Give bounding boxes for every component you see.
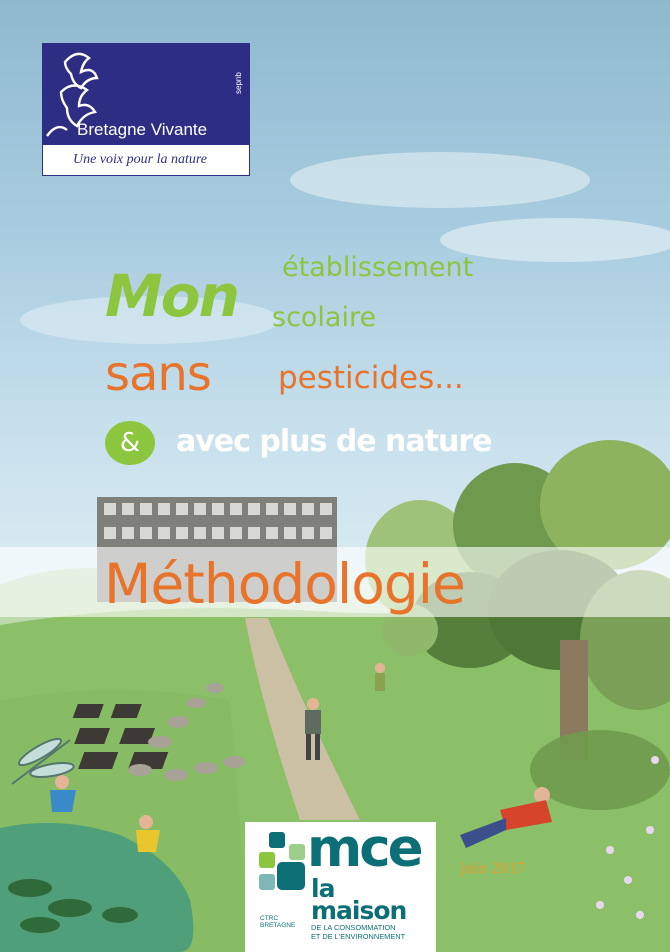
mce-la-maison: la maison — [311, 874, 407, 925]
ampersand-badge: & — [105, 421, 155, 465]
ctrc-label — [260, 915, 295, 929]
mce-logo — [245, 818, 436, 952]
logo-emblem — [43, 44, 249, 145]
ctrc-region: BRETAGNE — [260, 922, 296, 929]
mce-full-name — [311, 923, 405, 941]
ctrc-text: CTRC — [260, 915, 279, 922]
mce-line1: DE LA CONSOMMATION — [311, 923, 396, 932]
mce-wordmark: mce — [307, 818, 421, 879]
mce-line2: ET DE L'ENVIRONNEMENT — [311, 932, 406, 941]
title-etablissement: établissement — [282, 252, 474, 283]
title-scolaire: scolaire — [272, 302, 377, 333]
bretagne-vivante-logo — [42, 43, 250, 176]
logo-tagline: Une voix pour la nature — [73, 152, 208, 167]
logo-name: Bretagne Vivante — [77, 120, 208, 139]
title-sans: sans — [105, 346, 211, 402]
mce-squares-icon — [255, 830, 315, 920]
logo-sepnb: sepnb — [234, 72, 243, 94]
subtitle-methodologie: Méthodologie — [104, 552, 465, 616]
publication-date: juin 2017 — [460, 860, 526, 877]
title-avec-plus-de-nature: avec plus de nature — [176, 424, 492, 459]
title-mon: Mon — [105, 262, 238, 330]
title-pesticides: pesticides... — [278, 360, 464, 396]
